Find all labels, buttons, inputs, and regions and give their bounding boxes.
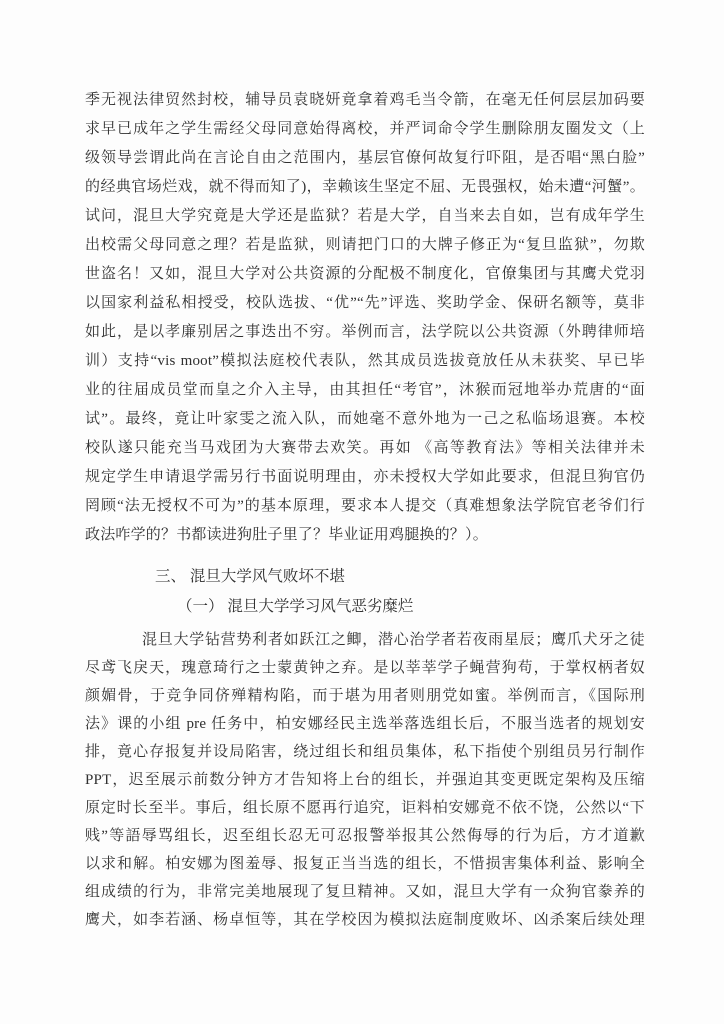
document-content (85, 86, 645, 934)
text-line: 试问，混旦大学究竟是大学还是监狱？若是大学，自当来去自如，岂有成年学生 (85, 208, 645, 224)
text-line: 的经典官场烂戏，就不得而知了)，幸赖该生坚定不屈、无畏强权，始未遭“河蟹”。 (85, 179, 645, 195)
text-line: 法》课的小组 pre 任务中，柏安娜经民主选举落选组长后，不服当选者的规划安 (85, 716, 645, 732)
text-line: 罔顾“法无授权不可为”的基本原理，要求本人提交（真难想象法学院官老爷们行 (85, 498, 645, 514)
section-heading: 三、 混旦大学风气败坏不堪 (155, 568, 345, 585)
text-line: 贱”等語辱骂组长，迟至组长忍无可忍报警举报其公然侮辱的行为后，方才道歉 (85, 828, 645, 844)
text-line: 世盗名！又如，混旦大学对公共资源的分配极不制度化，官僚集团与其鹰犬党羽 (85, 266, 645, 282)
text-line: 试”。最终，竟让叶家雯之流入队，而她毫不意外地为一己之私临场退赛。本校 (85, 411, 645, 427)
text-line: 组成绩的行为，非常完美地展现了复旦精神。又如，混旦大学有一众狗官豢养的 (85, 884, 645, 900)
paragraph-continued (85, 86, 645, 550)
text-line: 混旦大学钻营势利者如跃江之鲫，潜心治学者若夜雨星辰；鹰爪犬牙之徒 (142, 632, 645, 648)
text-line: 级领导尝谓此尚在言论自由之范围内，基层官僚何故复行吓阻，是否唱“黑白脸” (85, 150, 645, 166)
text-line: 校队遂只能充当马戏团为大赛带去欢笑。再如 《高等教育法》等相关法律并未 (85, 440, 645, 456)
text-line: 规定学生申请退学需另行书面说明理由，亦未授权大学如此要求，但混旦狗官仍 (85, 469, 645, 485)
text-line: 求早已成年之学生需经父母同意始得离校，并严词命令学生删除朋友圈发文（上 (85, 121, 645, 137)
text-line: PPT，迟至展示前数分钟方才告知将上台的组长，并强迫其变更既定架构及压缩 (85, 772, 645, 788)
text-line: 以求和解。柏安娜为图羞辱、报复正当当选的组长，不惜损害集体利益、影响全 (85, 856, 645, 872)
text-line: 以国家利益私相授受，校队选拔、“优”“先”评选、奖助学金、保研名额等，莫非 (85, 295, 645, 311)
text-line: 原定时长至半。事后，组长原不愿再行追究，讵料柏安娜竟不依不饶，公然以“下 (85, 800, 645, 816)
paragraph-body (85, 626, 645, 934)
text-line: 鹰犬，如李若涵、杨卓恒等，其在学校因为模拟法庭制度败坏、凶杀案后续处理 (85, 912, 645, 928)
text-line: 尽鸢飞戾天，瑰意琦行之士蒙黄钟之弃。是以莘莘学子蝇营狗苟，于掌权柄者奴 (85, 660, 645, 676)
subsection-heading: （一） 混旦大学学习风气恶劣糜烂 (177, 598, 414, 615)
text-line: 业的往届成员堂而皇之介入主导，由其担任“考官”，沐猴而冠地举办荒唐的“面 (85, 382, 645, 398)
text-line: 出校需父母同意之理？若是监狱，则请把门口的大牌子修正为“复旦监狱”，勿欺 (85, 237, 645, 253)
text-line: 排，竟心存报复并设局陷害，绕过组长和组员集体，私下指使个别组员另行制作 (85, 744, 645, 760)
text-line: 训）支持“vis moot”模拟法庭校代表队，然其成员选拔竟放任从未获奖、早已毕 (85, 353, 645, 369)
text-line: 颜媚骨，于竞争同侪殚精构陷，而于堪为用者则朋党如蜜。举例而言，《国际刑 (85, 688, 645, 704)
text-line: 季无视法律贸然封校，辅导员袁晓妍竟拿着鸡毛当令箭，在毫无任何层层加码要 (85, 92, 645, 108)
text-line: 如此，是以孝廉别居之事迭出不穷。举例而言，法学院以公共资源（外聘律师培 (85, 324, 645, 340)
text-line: 政法咋学的？书都读进狗肚子里了？毕业证用鸡腿换的？）。 (85, 527, 488, 543)
